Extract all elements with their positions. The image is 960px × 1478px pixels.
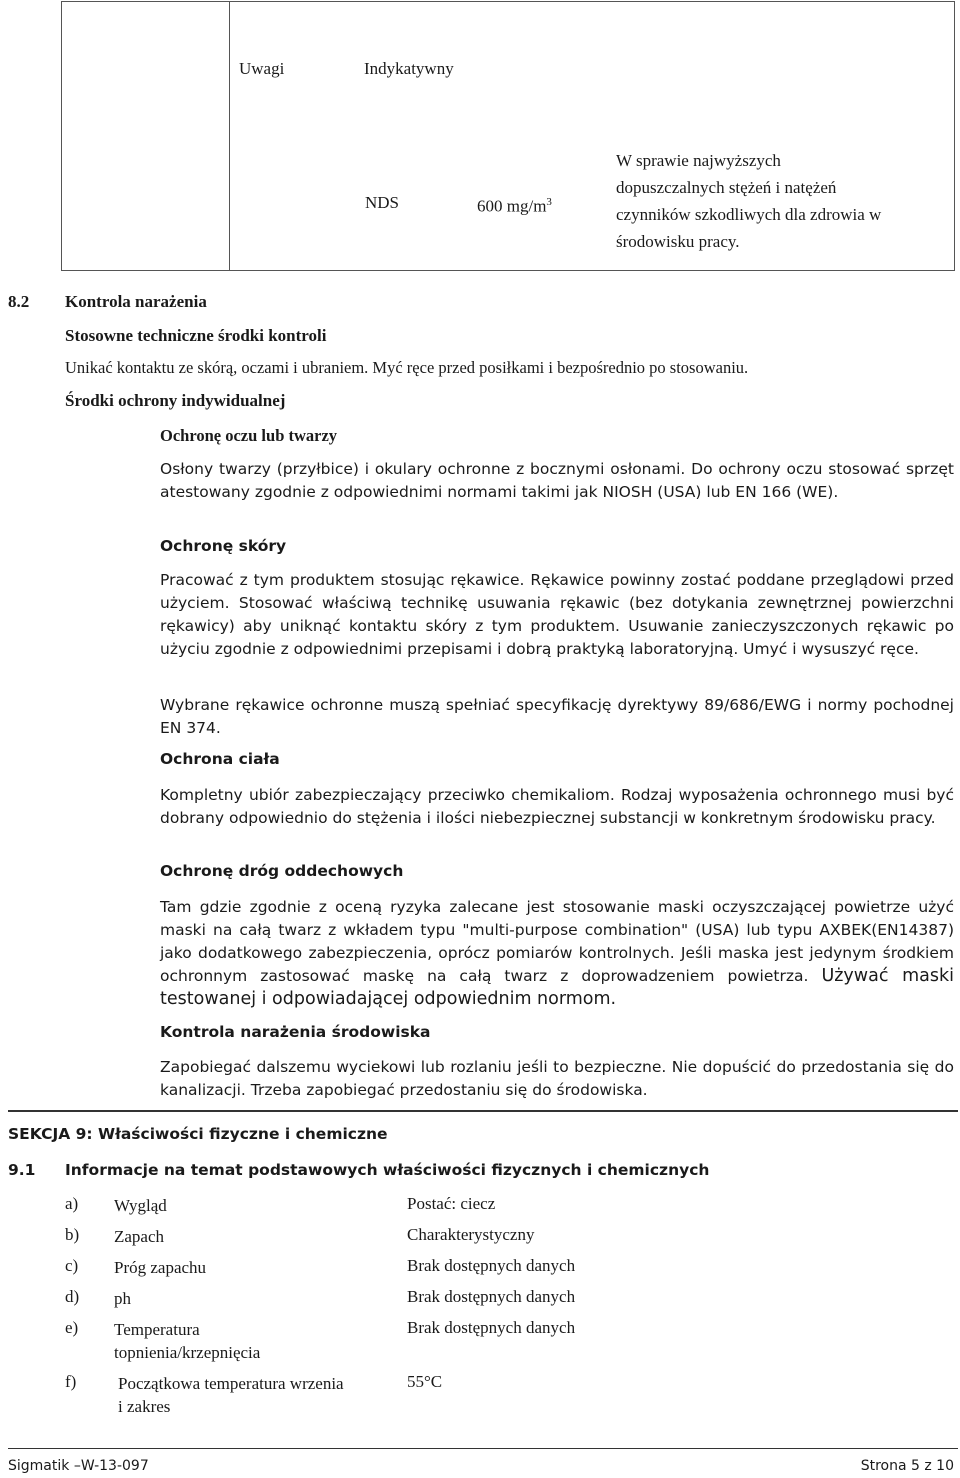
property-value: Brak dostępnych danych [407,1287,576,1306]
property-name: ph [114,1289,131,1308]
property-letter: f) [65,1372,77,1391]
footer-document-id: Sigmatik –W-13-097 [8,1458,149,1474]
eye-protection-heading: Ochronę oczu lub twarzy [160,426,338,445]
property-value: Brak dostępnych danych [407,1256,576,1275]
property-value: Postać: ciecz [407,1194,496,1213]
property-name: Początkowa temperatura wrzenia i zakres [118,1374,344,1416]
table-border-right [954,1,955,271]
property-name: Zapach [114,1227,165,1246]
section-9-1-number: 9.1 [8,1161,36,1179]
ppe-heading: Środki ochrony indywidualnej [65,391,286,410]
section-9-1-title: Informacje na temat podstawowych właściwości fizycznych i chemicznych [65,1161,710,1179]
property-letter: b) [65,1225,80,1244]
table-cell-type: NDS [365,193,400,212]
respiratory-protection-text: Tam gdzie zgodnie z oceną ryzyka zalecane jest stosowanie maski oczyszczającej powietrze użyć maski na całą twarz z wkładem typu "multi-purpose combination" (USA) lub typu AXBEK(EN14387) jako dodatkowego zabezpieczenia, oprócz pomiarów kontrolnych. Jeśli maska jest jedynym środkiem ochronnym zastosować maskę na całą twarz z doprowadzeniem powietrza. Używać maski testowanej i odpowiadającej odpowiednim normom. [160,898,955,1009]
table-border-bottom [61,270,955,271]
property-letter: a) [65,1194,79,1213]
eye-protection-text: Osłony twarzy (przyłbice) i okulary ochronne z bocznymi osłonami. Do ochrony oczu stosować sprzęt atestowany zgodnie z odpowiednimi normami takimi jak NIOSH (USA) lub EN 166 (WE). [160,460,954,501]
skin-protection-heading: Ochronę skóry [160,537,287,555]
property-letter: c) [65,1256,79,1275]
footer-divider [8,1448,958,1449]
table-divider [229,1,230,271]
table-cell-value: 600 $mg/m^3$ [477,196,552,216]
property-value: 55°C [407,1372,443,1391]
section-8-2-number: 8.2 [8,292,30,311]
skin-protection-text: Pracować z tym produktem stosując rękawice. Rękawice powinny zostać poddane przeglądowi przed użyciem. Stosować właściwą technikę usuwania rękawic (bez dotykania zewnętrznej powierzchni rękawicy) aby uniknąć kontaktu skóry z tym produktem. Usuwanie zanieczyszczonych rękawic po użyciu zgodnie z odpowiednimi przepisami i dobrą praktyką laboratoryjną. Umyć i wysuszyć ręce. [160,571,954,658]
footer-page-number: Strona 5 z 10 [860,1458,954,1474]
environment-exposure-text: Zapobiegać dalszemu wyciekowi lub rozlaniu jeśli to bezpieczne. Nie dopuścić do przedostania się do kanalizacji. Trzeba zapobiegać przedostaniu się do środowiska. [160,1058,954,1099]
table-header-indicative: Indykatywny [364,59,454,78]
technical-controls-text: Unikać kontaktu ze skórą, oczami i ubraniem. Myć ręce przed posiłkami i bezpośrednio po stosowaniu. [65,358,749,377]
respiratory-protection-heading: Ochronę dróg oddechowych [160,862,404,880]
property-value: Charakterystyczny [407,1225,535,1244]
section-9-title: SEKCJA 9: Właściwości fizyczne i chemiczne [8,1125,388,1143]
environment-exposure-heading: Kontrola narażenia środowiska [160,1023,431,1041]
property-name: Wygląd [114,1196,167,1215]
skin-protection-text-2: Wybrane rękawice ochronne muszą spełniać specyfikację dyrektywy 89/686/EWG i normy pochodnej EN 374. [160,696,954,737]
property-value: Brak dostępnych danych [407,1318,576,1337]
section-divider [8,1110,958,1112]
technical-controls-heading: Stosowne techniczne środki kontroli [65,326,327,345]
body-protection-text: Kompletny ubiór zabezpieczający przeciwko chemikaliom. Rodzaj wyposażenia ochronnego musi być dobrany odpowiednio do stężenia i ilości niebezpiecznej substancji w konkretnym środowisku pracy. [160,786,954,827]
table-border-top [61,1,955,2]
property-name: Temperatura topnienia/krzepnięcia [114,1320,261,1362]
table-border-left [61,1,62,271]
property-name: Próg zapachu [114,1258,207,1277]
section-8-2-title: Kontrola narażenia [65,292,207,311]
table-header-remarks: Uwagi [239,59,285,78]
property-letter: e) [65,1318,79,1337]
property-letter: d) [65,1287,80,1306]
table-cell-note: W sprawie najwyższych dopuszczalnych stężeń i natężeń czynników szkodliwych dla zdrowia w środowisku pracy. [616,151,882,251]
body-protection-heading: Ochrona ciała [160,750,280,768]
